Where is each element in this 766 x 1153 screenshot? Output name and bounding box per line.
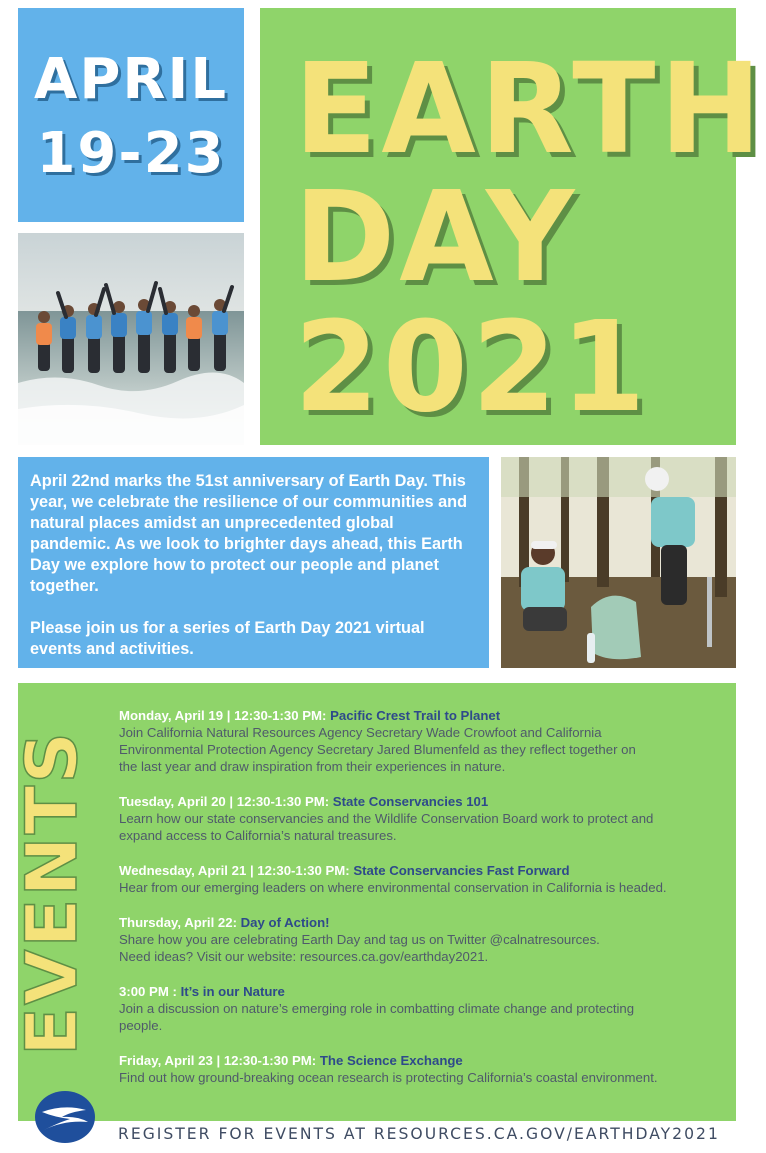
event-description: the last year and draw inspiration from their experiences in nature. [119, 759, 506, 774]
event-time: Friday, April 23 | 12:30-1:30 PM: [119, 1053, 320, 1068]
event-description: Join California Natural Resources Agency Secretary Wade Crowfoot and California [119, 725, 602, 740]
title-year: 2021 [294, 294, 650, 440]
resources-agency-logo-icon [34, 1090, 96, 1144]
intro-box [18, 457, 489, 668]
event-item [119, 793, 727, 844]
park-cleanup-photo [501, 457, 736, 668]
event-description: Learn how our state conservancies and the Wildlife Conservation Board work to protect and [119, 811, 654, 826]
event-description: people. [119, 1018, 163, 1033]
event-time: Thursday, April 22: [119, 915, 241, 930]
event-title: The Science Exchange [319, 1053, 463, 1068]
event-item [119, 707, 727, 775]
event-description: Need ideas? Visit our website: resources.ca.gov/earthday2021. [119, 949, 489, 964]
svg-text:EVENTS: EVENTS [11, 737, 93, 1056]
title-box [260, 8, 766, 445]
event-title: It’s in our Nature [180, 984, 285, 999]
event-title: State Conservancies 101 [332, 794, 489, 809]
event-time: Wednesday, April 21 | 12:30-1:30 PM: [119, 863, 354, 878]
event-description: Join a discussion on nature’s emerging role in combatting climate change and protecting [119, 1001, 635, 1016]
event-title: Day of Action! [240, 915, 330, 930]
beach-group-photo [18, 233, 244, 445]
event-description: Share how you are celebrating Earth Day and tag us on Twitter @calnatresources. [119, 932, 600, 947]
event-title: Pacific Crest Trail to Planet [330, 708, 501, 723]
register-banner: REGISTER FOR EVENTS AT RESOURCES.CA.GOV/EARTHDAY2021 [118, 1125, 720, 1143]
event-description: Environmental Protection Agency Secretary Jared Blumenfeld as they reflect together on [119, 742, 636, 757]
invitation-paragraph: Please join us for a series of Earth Day 2021 virtual events and activities. [30, 619, 425, 658]
event-description: Hear from our emerging leaders on where environmental conservation in California is headed. [119, 880, 667, 895]
date-range: 19-23 [36, 121, 226, 186]
title-earth: EARTH [294, 36, 766, 182]
event-item [119, 1052, 727, 1086]
event-time: 3:00 PM : [119, 984, 181, 999]
title-day: DAY [294, 164, 579, 310]
event-description: expand access to California’s natural treasures. [119, 828, 397, 843]
intro-paragraph: April 22nd marks the 51st anniversary of Earth Day. This year, we celebrate the resilience of our communities and natural places amidst an unprecedented global pandemic. As we look to brighter days ahead, this Earth Day we explore how to protect our people and planet together. [30, 472, 468, 595]
event-item [119, 983, 727, 1034]
event-item [119, 914, 727, 965]
date-box [18, 8, 244, 222]
date-month: APRIL [33, 47, 229, 112]
events-vertical-heading [11, 728, 93, 1058]
event-item [119, 862, 727, 896]
event-time: Monday, April 19 | 12:30-1:30 PM: [119, 708, 331, 723]
event-time: Tuesday, April 20 | 12:30-1:30 PM: [119, 794, 333, 809]
event-description: Find out how ground-breaking ocean research is protecting California’s coastal environment. [119, 1070, 658, 1085]
event-title: State Conservancies Fast Forward [353, 863, 570, 878]
events-list [119, 707, 727, 1104]
